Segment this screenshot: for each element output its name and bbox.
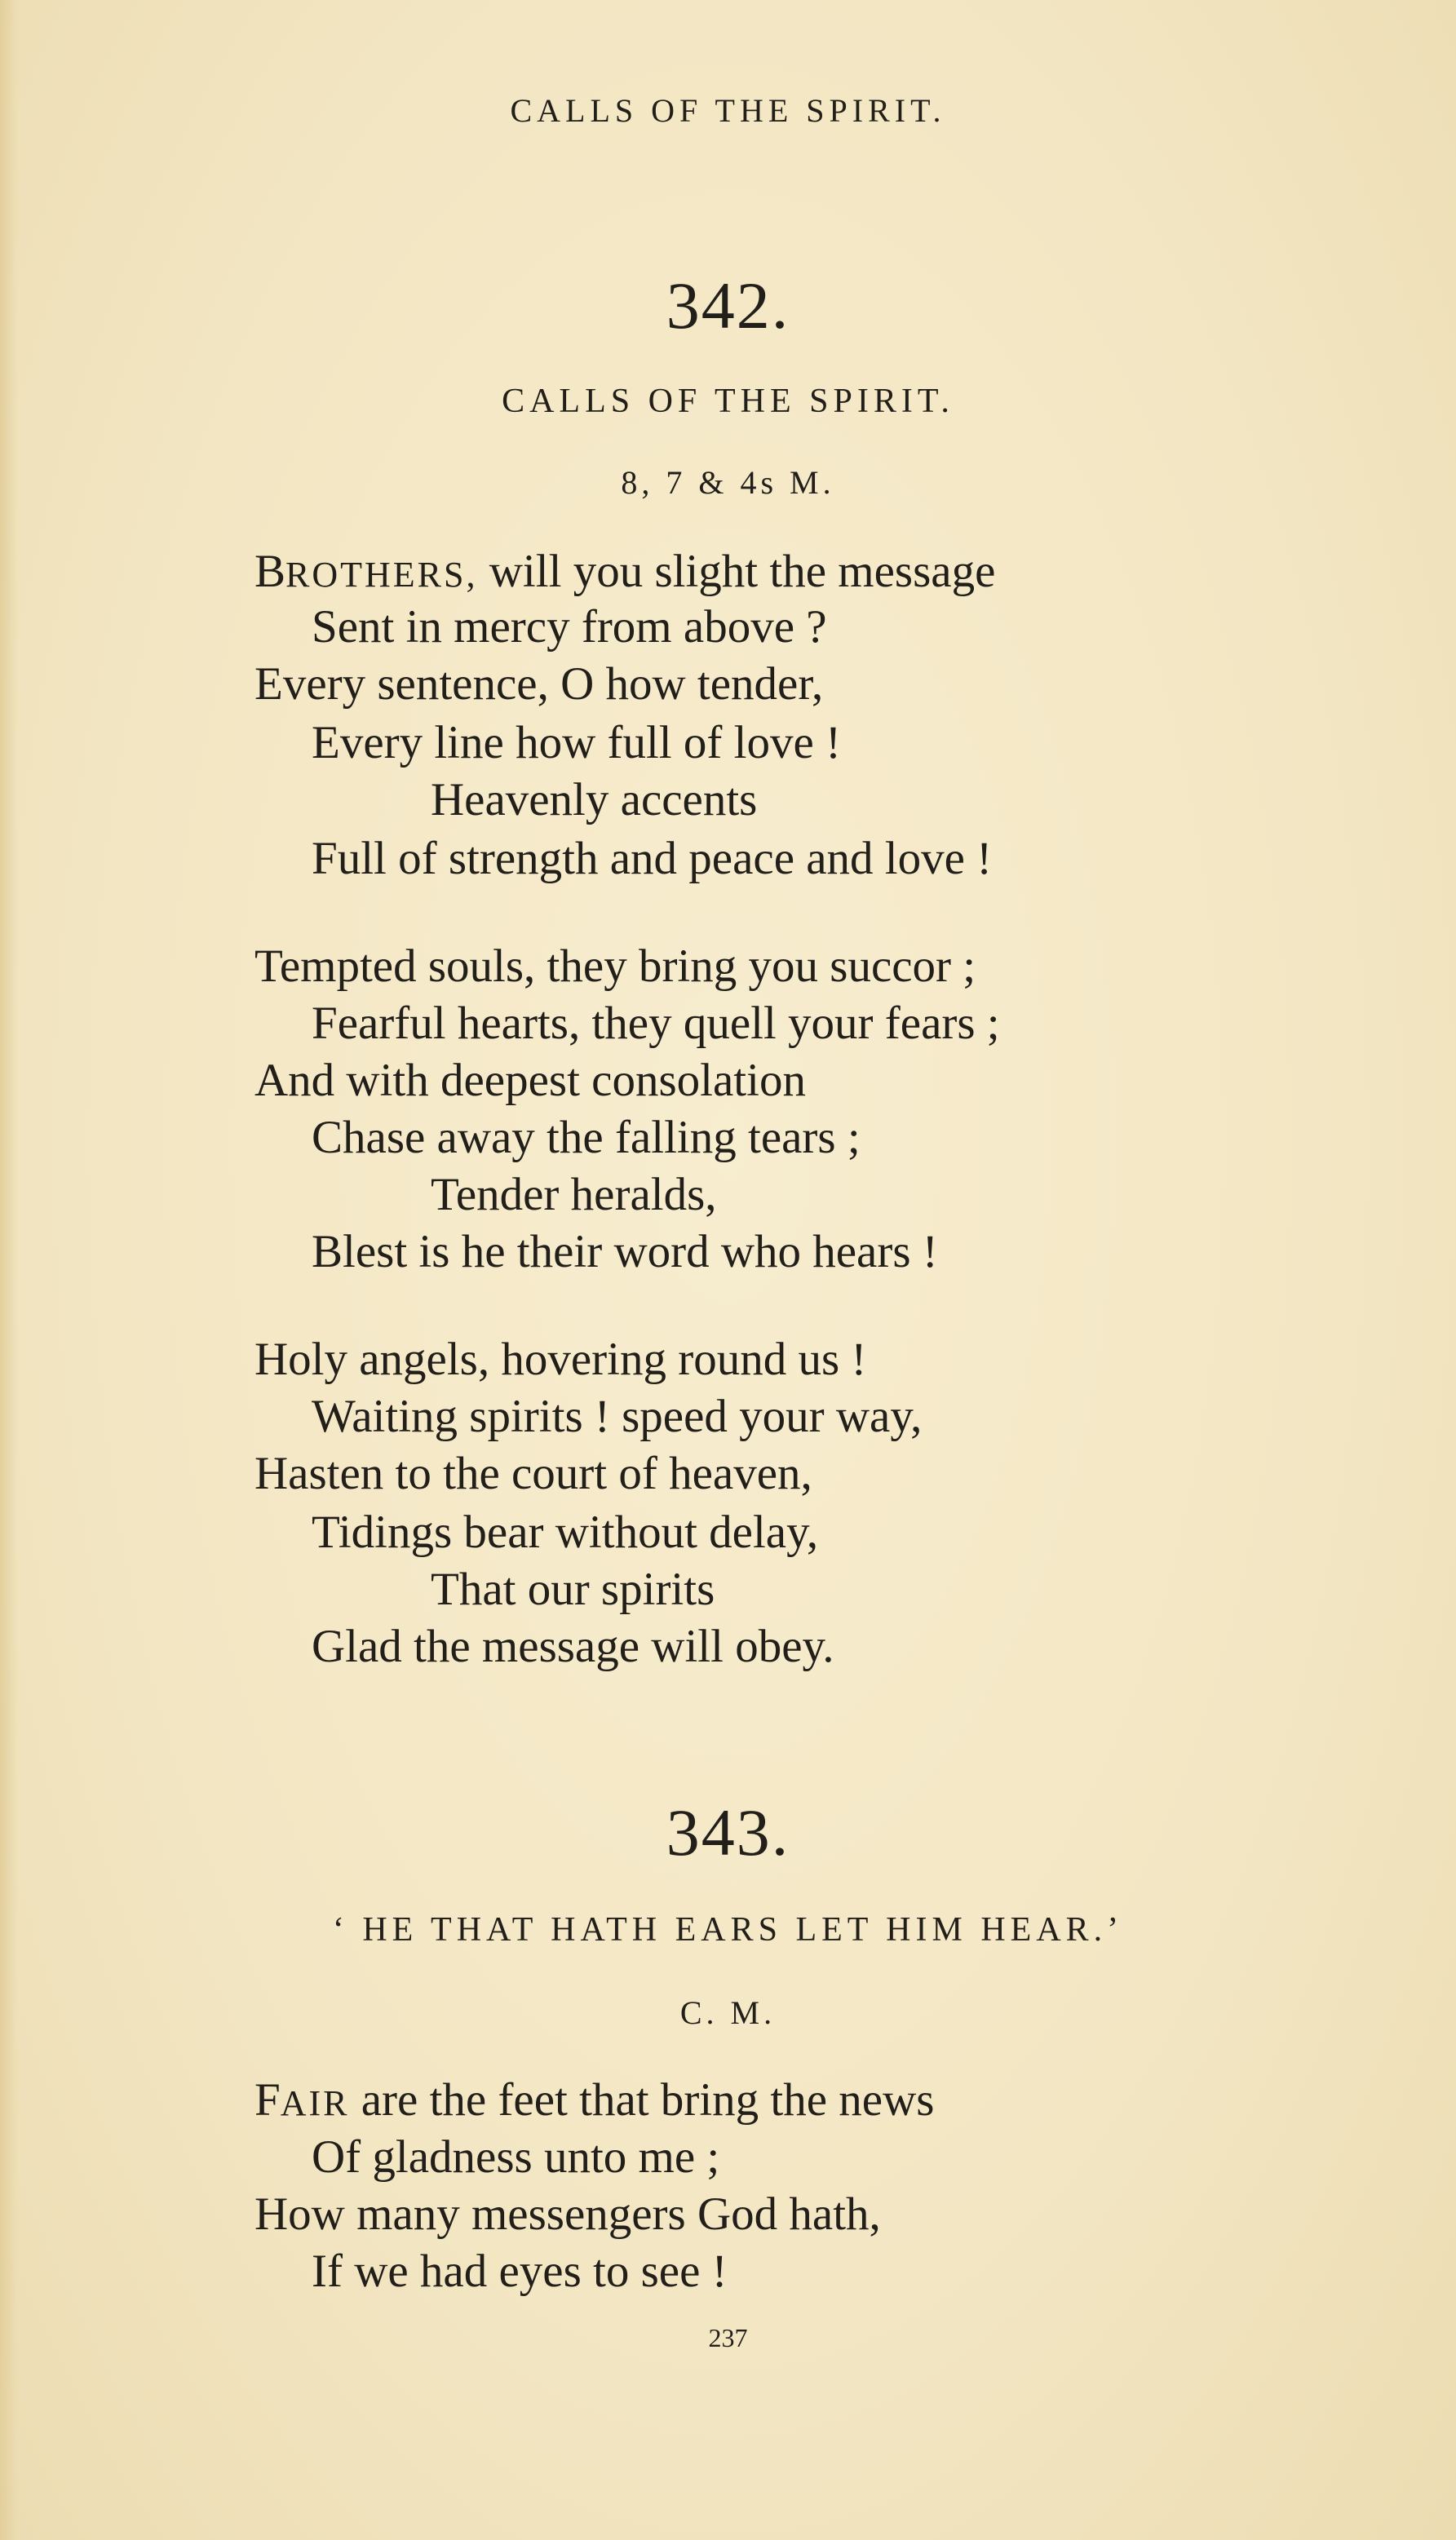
verse-line: Sent in mercy from above ? — [312, 601, 827, 653]
verse-line: Every line how full of love ! — [312, 717, 841, 768]
verse-line: And with deepest consolation — [254, 1055, 806, 1106]
verse-line: Holy angels, hovering round us ! — [254, 1334, 867, 1385]
verse-line: Tempted souls, they bring you succor ; — [254, 940, 976, 992]
verse-line: Full of strength and peace and love ! — [312, 833, 993, 884]
verse-line: Tender heralds, — [431, 1169, 717, 1220]
hymn-meter: C. M. — [679, 1994, 777, 2031]
first-word-smallcaps: ROTHERS, — [285, 555, 478, 595]
verse-line: Hasten to the court of heaven, — [254, 1448, 812, 1499]
drop-initial: B — [254, 546, 286, 597]
verse-line-text: will you slight the message — [477, 546, 996, 597]
verse-line: Heavenly accents — [431, 774, 758, 825]
drop-initial: F — [254, 2074, 281, 2126]
running-head: CALLS OF THE SPIRIT. — [510, 92, 946, 129]
verse-line: If we had eyes to see ! — [312, 2246, 728, 2297]
hymn-meter: 8, 7 & 4s M. — [621, 464, 835, 501]
verse-line: Fearful hearts, they quell your fears ; — [312, 998, 1000, 1049]
verse-line — [254, 2074, 935, 2126]
verse-line: That our spirits — [431, 1564, 715, 1615]
hymn-title: CALLS OF THE SPIRIT. — [502, 383, 954, 420]
hymn-number: 343. — [666, 1795, 790, 1870]
verse-line: How many messengers God hath, — [254, 2188, 881, 2240]
verse-line: Every sentence, O how tender, — [254, 658, 824, 710]
verse-line: Waiting spirits ! speed your way, — [312, 1391, 923, 1442]
verse-line: Of gladness unto me ; — [312, 2131, 720, 2183]
verse-line-text: are the feet that bring the news — [349, 2074, 935, 2126]
verse-line: Chase away the falling tears ; — [312, 1112, 861, 1163]
verse-line: Blest is he their word who hears ! — [312, 1226, 938, 1277]
verse-line: Glad the message will obey. — [312, 1621, 834, 1672]
verse-line — [254, 548, 995, 595]
hymn-number: 342. — [666, 268, 790, 343]
first-word-smallcaps: AIR — [280, 2083, 350, 2123]
page-number: 237 — [708, 2323, 748, 2352]
verse-line: Tidings bear without delay, — [312, 1507, 819, 1558]
hymn-title: ‘ HE THAT HATH EARS LET HIM HEAR.’ — [332, 1911, 1124, 1949]
